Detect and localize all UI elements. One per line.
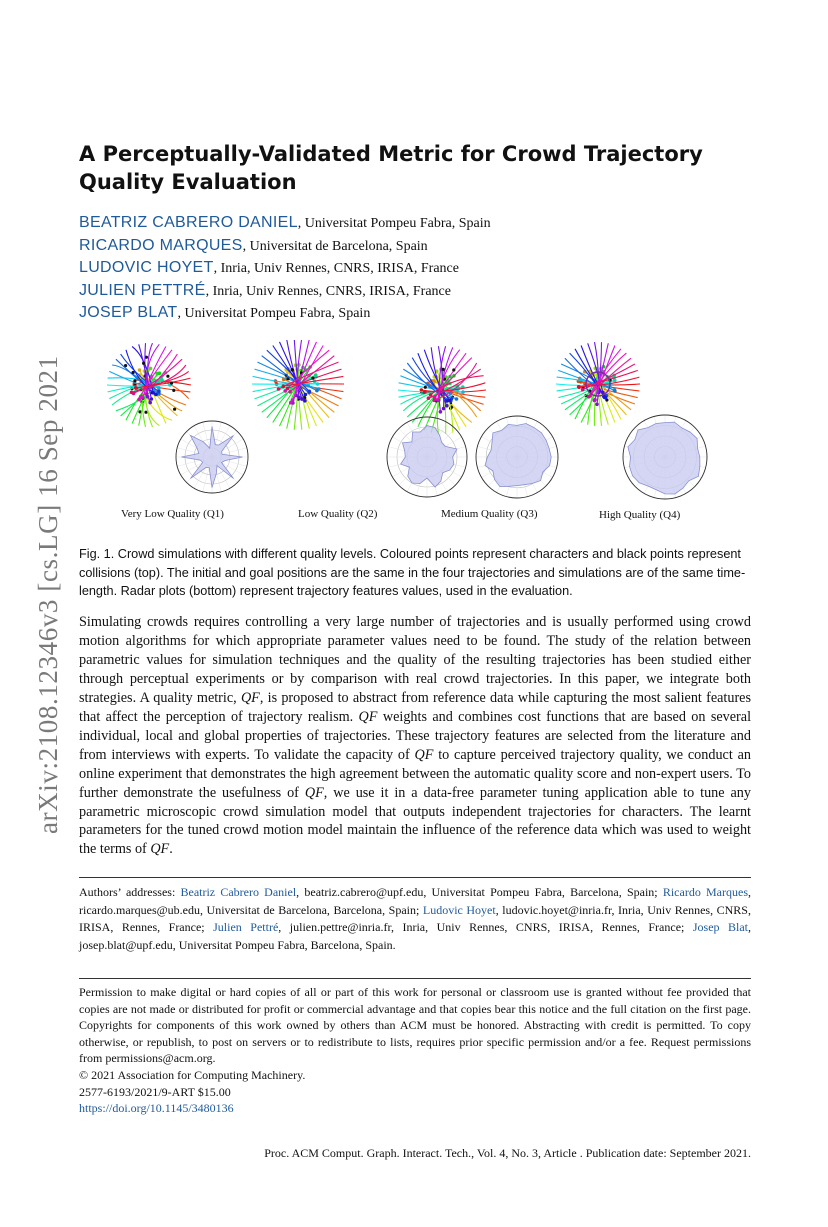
character-point bbox=[158, 371, 162, 375]
figure-label-q3: Medium Quality (Q3) bbox=[441, 508, 538, 520]
collision-point bbox=[442, 368, 445, 371]
figure-label-q4: High Quality (Q4) bbox=[599, 509, 681, 521]
character-point bbox=[587, 395, 591, 399]
character-point bbox=[442, 407, 446, 411]
divider bbox=[79, 877, 751, 878]
author-affiliation: , Universitat Pompeu Fabra, Spain bbox=[297, 216, 491, 231]
address-details: , ludovic.hoyet@inria.fr, Inria, Univ Rennes, CNRS, IRISA, Rennes, France; bbox=[79, 902, 751, 934]
character-point bbox=[148, 401, 152, 405]
character-point bbox=[138, 368, 142, 372]
abstract-text: Simulating crowds requires controlling a very large number of trajectories and is usually performed using crowd motion algorithms for which appropriate parameter values need to be found. The study of the relation between parametric values for simulation techniques and the quality of the resulting trajectories has been studied either through perceptual experiments or by comparison with real crowd trajectories. In this paper, we integrate both strategies. A quality metric, bbox=[79, 614, 751, 706]
character-point bbox=[150, 397, 154, 401]
abstract-text: . bbox=[169, 841, 173, 858]
teaser-figure-graphic bbox=[79, 340, 751, 505]
character-point bbox=[448, 399, 452, 403]
collision-point bbox=[142, 362, 145, 365]
permission-notice bbox=[79, 984, 751, 1117]
collision-point bbox=[424, 386, 427, 389]
author-line bbox=[79, 302, 719, 325]
character-point bbox=[429, 393, 433, 397]
author-affiliation: , Inria, Univ Rennes, CNRS, IRISA, France bbox=[205, 283, 451, 299]
character-point bbox=[423, 390, 427, 394]
doi-link[interactable]: https://doi.org/10.1145/3480136 bbox=[79, 1101, 234, 1116]
character-point bbox=[613, 379, 617, 383]
issn-line: 2577-6193/2021/9-ART $15.00 bbox=[79, 1084, 231, 1099]
author-name[interactable]: LUDOVIC HOYET bbox=[79, 259, 214, 276]
author-addresses bbox=[79, 884, 751, 954]
address-author-link[interactable]: Josep Blat bbox=[692, 920, 749, 934]
character-point bbox=[134, 386, 138, 390]
metric-symbol: QF bbox=[414, 746, 434, 763]
collision-point bbox=[173, 408, 176, 411]
radar-area bbox=[181, 426, 242, 487]
abstract-text: to capture perceived trajectory quality, we conduct an online experiment that demonstrates the high agreement between the automatic quality score and non-expert users. To further demonstrate the usefulness of bbox=[79, 746, 751, 801]
copyright-line: © 2021 Association for Computing Machinery. bbox=[79, 1067, 306, 1082]
author-line bbox=[79, 280, 719, 303]
author-list bbox=[79, 212, 719, 325]
collision-point bbox=[311, 377, 314, 380]
permission-text: Permission to make digital or hard copies of all or part of this work for personal or classroom use is granted without fee provided that copies are not made or distributed for profit or commercial advantage and that copies bear this notice and the full citation on the first page. Copyrights for components of this work owned by others than ACM must be honored. Abstracting with credit is permitted. To copy otherwise, or republish, to post on servers or to redistribute to lists, requires prior specific permission and/or a fee. Request permissions from permissions@acm.org. bbox=[79, 985, 751, 1066]
author-affiliation: , Universitat Pompeu Fabra, Spain bbox=[177, 306, 371, 321]
character-point bbox=[282, 384, 286, 388]
author-affiliation: , Inria, Univ Rennes, CNRS, IRISA, France bbox=[213, 261, 459, 276]
address-details: , julien.pettre@inria.fr, Inria, Univ Rennes, CNRS, IRISA, Rennes, France; bbox=[278, 920, 693, 934]
author-line bbox=[79, 235, 719, 258]
metric-symbol: QF bbox=[240, 689, 260, 706]
abstract-text: , is proposed to abstract from reference data while capturing the most salient features that affect the perception of trajectory realism. bbox=[79, 689, 751, 725]
character-point bbox=[288, 390, 292, 394]
character-point bbox=[432, 399, 436, 403]
character-point bbox=[439, 410, 443, 414]
abstract-text: , we use it in a data-free parameter tuning application able to tune any parametric microscopic crowd simulation model that outputs independent trajectories for characters. The learnt parameters for the tuned crowd motion model maintain the influence of the reference data which was used to weight the terms of bbox=[79, 784, 751, 858]
paper-title: A Perceptually-Validated Metric for Crowd Trajectory Quality Evaluation bbox=[79, 142, 703, 194]
figure-caption: Fig. 1. Crowd simulations with different quality levels. Coloured points represent characters and black points represent collisions (top). The initial and goal positions are the same in the four trajectories and simulations are of the same time-length. Radar plots (bottom) represent trajectory features values, used in the evaluation. bbox=[79, 547, 746, 598]
author-name[interactable]: BEATRIZ CABRERO DANIEL bbox=[79, 214, 298, 231]
character-point bbox=[286, 387, 290, 391]
radar-area bbox=[485, 424, 551, 487]
address-author-link[interactable]: Beatriz Cabrero Daniel bbox=[180, 885, 297, 899]
divider bbox=[79, 978, 751, 979]
address-details: , beatriz.cabrero@upf.edu, Universitat Pompeu Fabra, Barcelona, Spain; bbox=[296, 885, 663, 899]
collision-point bbox=[170, 382, 173, 385]
collision-point bbox=[166, 375, 169, 378]
author-name[interactable]: JOSEP BLAT bbox=[79, 304, 178, 321]
character-point bbox=[593, 399, 597, 403]
character-point bbox=[151, 391, 155, 395]
address-author-link[interactable]: Julien Pettré bbox=[213, 920, 279, 934]
character-point bbox=[445, 404, 449, 408]
character-point bbox=[149, 367, 153, 371]
metric-symbol: QF bbox=[358, 708, 378, 725]
figure-label-q1: Very Low Quality (Q1) bbox=[121, 508, 224, 520]
character-point bbox=[577, 385, 581, 389]
figure-label-q2: Low Quality (Q2) bbox=[298, 508, 378, 520]
metric-symbol: QF bbox=[304, 784, 324, 801]
address-details: , josep.blat@upf.edu, Universitat Pompeu Fabra, Barcelona, Spain. bbox=[79, 920, 752, 952]
teaser-figure bbox=[79, 340, 751, 530]
character-point bbox=[137, 398, 141, 402]
author-name[interactable]: RICARDO MARQUES bbox=[79, 236, 243, 254]
address-author-link[interactable]: Ricardo Marques bbox=[662, 885, 748, 899]
character-point bbox=[581, 388, 585, 392]
author-affiliation: , Universitat de Barcelona, Spain bbox=[242, 238, 428, 254]
character-point bbox=[613, 389, 617, 393]
abstract bbox=[79, 613, 751, 859]
character-point bbox=[289, 401, 293, 405]
abstract-text: weights and combines cost functions that are based on several individual, local and global properties of trajectories. These trajectory features are selected from the literature and from interviews with experts. To validate the capacity of bbox=[79, 708, 752, 763]
collision-point bbox=[172, 389, 175, 392]
address-details: , ricardo.marques@ub.edu, Universitat de Barcelona, Barcelona, Spain; bbox=[79, 885, 751, 917]
character-point bbox=[130, 391, 134, 395]
author-name[interactable]: JULIEN PETTRÉ bbox=[79, 281, 206, 299]
author-line bbox=[79, 257, 719, 280]
metric-symbol: QF bbox=[150, 841, 170, 858]
collision-point bbox=[291, 368, 294, 371]
character-point bbox=[277, 387, 281, 391]
address-author-link[interactable]: Ludovic Hoyet bbox=[422, 902, 496, 917]
author-line bbox=[79, 212, 719, 235]
character-point bbox=[595, 403, 599, 407]
character-point bbox=[427, 396, 431, 400]
character-point bbox=[304, 393, 308, 397]
character-point bbox=[157, 390, 161, 394]
addresses-lead: Authors’ addresses: bbox=[79, 885, 181, 899]
page-footer: Proc. ACM Comput. Graph. Interact. Tech., Vol. 4, No. 3, Article . Publication date: September 2021. bbox=[264, 1146, 751, 1160]
arxiv-stamp: arXiv:2108.12346v3 [cs.LG] 16 Sep 2021 bbox=[33, 355, 63, 834]
character-point bbox=[455, 397, 459, 401]
character-point bbox=[308, 390, 312, 394]
character-point bbox=[461, 390, 465, 394]
collision-point bbox=[452, 368, 455, 371]
character-point bbox=[160, 378, 164, 382]
character-point bbox=[315, 389, 319, 393]
collision-point bbox=[133, 379, 136, 382]
character-point bbox=[316, 382, 320, 386]
